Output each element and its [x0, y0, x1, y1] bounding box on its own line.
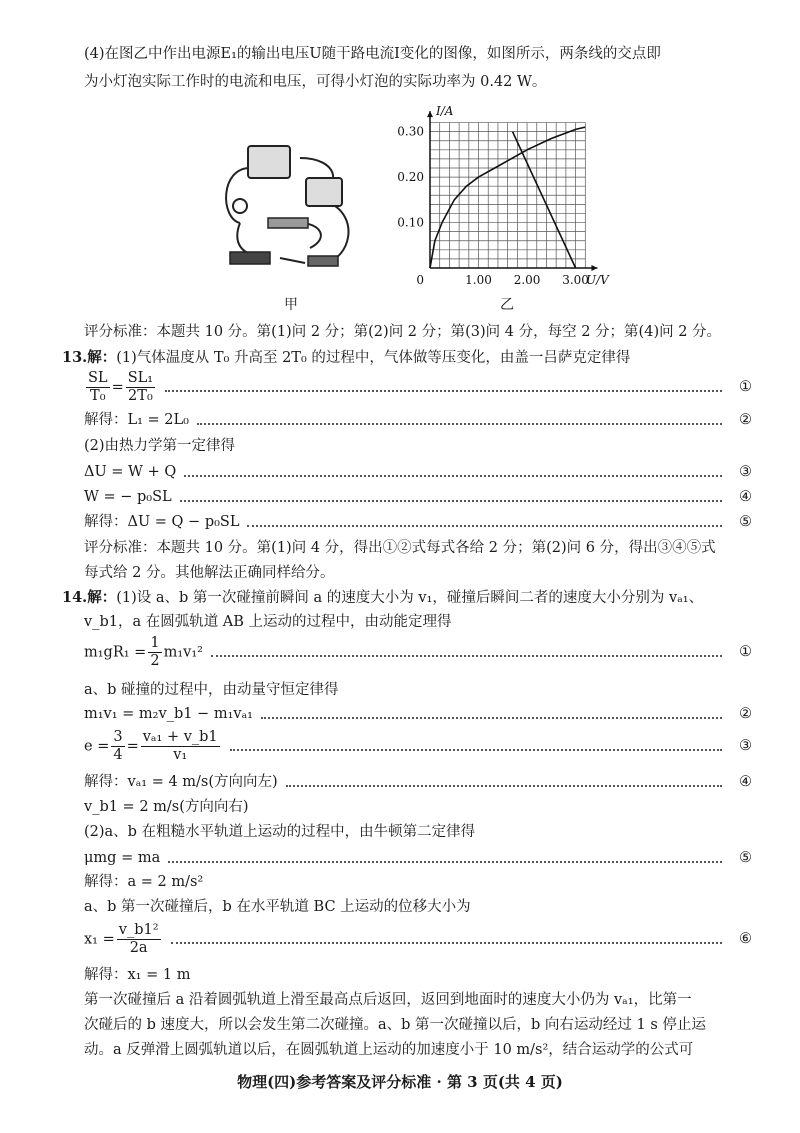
x-tick-label: 2.00	[513, 273, 541, 287]
y-tick-label: 0.20	[397, 170, 424, 185]
q14-eq6b: 解得：x₁ = 1 m	[84, 967, 191, 983]
q13-grading-1: 评分标准：本题共 10 分。第(1)问 4 分，得出①②式每式各给 2 分；第(2)问 6 分，得出③④⑤式	[84, 540, 716, 556]
q13-grading-2: 每式给 2 分。其他解法正确同样给分。	[84, 565, 335, 581]
q14-eq4b: v_b1 = 2 m/s(方向向右)	[84, 799, 249, 815]
q14-eq2: m₁v₁ = m₂v_b1 − m₁vₐ₁ ②	[84, 706, 752, 722]
q13-intro: (1)气体温度从 T₀ 升高至 2T₀ 的过程中，气体做等压变化，由盖一吕萨克定律得	[116, 350, 631, 366]
q13-eq3: ΔU = W + Q ③	[84, 464, 752, 480]
q12-grading: 评分标准：本题共 10 分。第(1)问 2 分；第(2)问 2 分；第(3)问 4 分，每空 2 分；第(4)问 2 分。	[84, 324, 722, 340]
y-axis-label: I/A	[436, 104, 454, 119]
q13-heading	[62, 348, 752, 368]
chart-grid	[430, 123, 585, 268]
q13-part2: (2)由热力学第一定律得	[84, 438, 236, 454]
q14-eq6: x₁ = $\frac{\text{v\_b1²}}{2a}$ ⑥	[84, 921, 752, 956]
q14-displacement: a、b 第一次碰撞后，b 在水平轨道 BC 上运动的位移大小为	[84, 899, 471, 915]
origin-label: 0	[416, 273, 424, 287]
q14-eq3: e = $\frac{3}{4}$ = $\frac{\text{vₐ₁ + v\_b1}}{\text{v₁}}$ ③	[84, 728, 752, 763]
q12-part4-line1: (4)在图乙中作出电源E₁的输出电压U随干路电流I变化的图像，如图所示，两条线的交点即	[84, 46, 661, 62]
y-tick-label: 0.10	[397, 215, 424, 230]
q12-part4-line2: 为小灯泡实际工作时的电流和电压，可得小灯泡的实际功率为 0.42 W。	[84, 74, 547, 90]
q13-eq1-tag: ①	[739, 379, 752, 395]
q13-eq1: $\frac{SL}{\text{T₀}}$ = $\frac{\text{SL₁}}{\text{2T₀}}$ ①	[88, 369, 752, 404]
voltmeter-icon	[248, 146, 290, 178]
x-axis-label: U/V	[586, 273, 609, 287]
y-tick-label: 0.30	[397, 124, 424, 139]
q14-text-2: 次碰后的 b 速度大，所以会发生第二次碰撞。a、b 第一次碰撞以后，b 向右运动经过 1 s 停止运	[84, 1017, 706, 1033]
q14-line2: v_b1，a 在圆弧轨道 AB 上运动的过程中，由动能定理得	[84, 614, 452, 630]
q14-intro: (1)设 a、b 第一次碰撞前瞬间 a 的速度大小为 v₁，碰撞后瞬间二者的速度大小分别为 vₐ₁、	[116, 590, 704, 606]
q14-solve-label: 解：	[87, 589, 117, 606]
q13-eq4: W = − p₀SL ④	[84, 489, 752, 505]
page-footer: 物理(四)参考答案及评分标准 · 第 3 页(共 4 页)	[237, 1073, 563, 1091]
q14-eq1: m₁gR₁ = $\frac{1}{2}$ m₁v₁² ①	[84, 634, 752, 669]
chart-axes	[427, 111, 597, 271]
q13-eq2: 解得：L₁ = 2L₀ ②	[84, 412, 752, 428]
q14-eq5: μmg = ma ⑤	[84, 850, 752, 866]
q14-part2: (2)a、b 在粗糙水平轨道上运动的过程中，由牛顿第二定律得	[84, 824, 476, 840]
rheostat-icon	[268, 218, 308, 228]
figure-jia-caption: 甲	[284, 297, 298, 313]
q13-eq1-lhs: $\frac{SL}{\text{T₀}}$	[88, 369, 108, 404]
q14-eq5b: 解得：a = 2 m/s²	[84, 874, 204, 890]
q13-eq5: 解得：ΔU = Q − p₀SL ⑤	[84, 514, 752, 530]
battery-icon	[230, 252, 270, 264]
iu-chart	[390, 96, 620, 296]
ammeter-icon	[306, 178, 342, 206]
lamp-icon	[233, 199, 247, 213]
q14-text-1: 第一次碰撞后 a 沿着圆弧轨道上滑至最高点后返回，返回到地面时的速度大小仍为 vₐ₁，比第一	[84, 992, 692, 1008]
q14-eq4: 解得：vₐ₁ = 4 m/s(方向向左) ④	[84, 774, 752, 790]
y-axis-arrow-icon	[427, 111, 433, 117]
x-axis-arrow-icon	[591, 265, 597, 271]
q14-text-3: 动。a 反弹滑上圆弧轨道以后，在圆弧轨道上运动的加速度小于 10 m/s²，结合运动学的公式可	[84, 1042, 694, 1058]
x-tick-label: 3.00	[562, 273, 589, 287]
q14-heading	[62, 588, 752, 608]
x-tick-label: 1.00	[465, 273, 492, 287]
q14-part1-momentum: a、b 碰撞的过程中，由动量守恒定律得	[84, 682, 339, 698]
q13-solve-label: 解：	[87, 349, 117, 366]
circuit-diagram	[210, 128, 370, 278]
switch-icon	[308, 256, 338, 266]
q13-number: 13.	[62, 349, 88, 366]
figure-yi-caption: 乙	[500, 297, 514, 313]
q13-eq1-rhs: $\frac{\text{SL₁}}{\text{2T₀}}$	[127, 369, 154, 404]
q14-number: 14.	[62, 589, 88, 606]
